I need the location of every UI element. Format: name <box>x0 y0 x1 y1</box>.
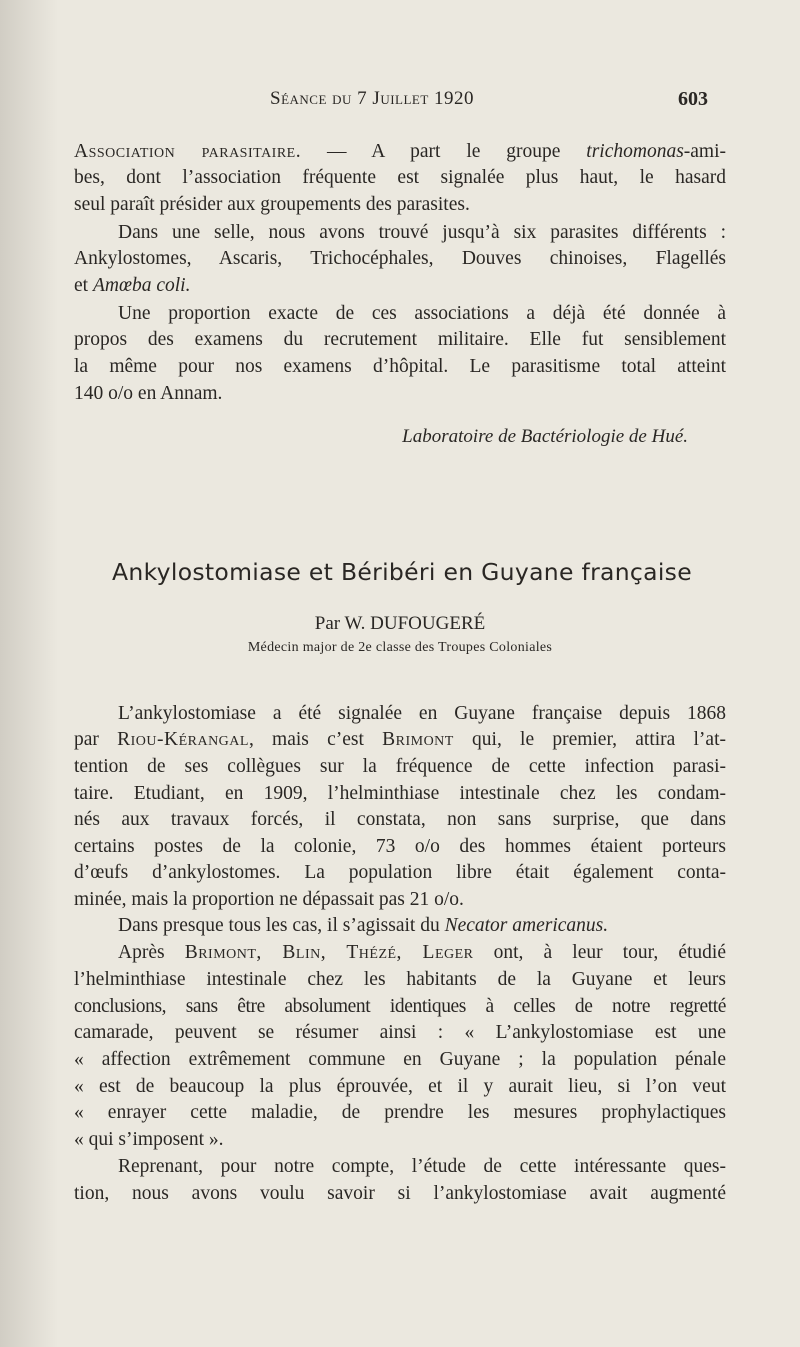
paragraph-line: bes, dont l’association fréquente est signalée plus haut, le hasard <box>74 167 726 188</box>
article-title: Ankylostomiase et Béribéri en Guyane française <box>112 558 692 586</box>
paragraph-line: par Riou-Kérangal, mais c’est Brimont qui, le premier, attira l’at- <box>74 729 726 750</box>
paragraph-line: nés aux travaux forcés, il constata, non sans surprise, que dans <box>74 809 726 830</box>
paragraph-line: « est de beaucoup la plus éprouvée, et il y aurait lieu, si l’on veut <box>74 1076 726 1097</box>
paragraph-line: Dans une selle, nous avons trouvé jusqu’à six parasites différents : <box>118 222 726 243</box>
paragraph-line: conclusions, sans être absolument identiques à celles de notre regretté <box>74 996 726 1017</box>
paragraph-line: taire. Etudiant, en 1909, l’helminthiase intestinale chez les condam- <box>74 783 726 804</box>
paragraph-line: L’ankylostomiase a été signalée en Guyane française depuis 1868 <box>118 703 726 724</box>
paragraph-line: l’helminthiase intestinale chez les habitants de la Guyane et leurs <box>74 969 726 990</box>
author-affiliation: Médecin major de 2e classe des Troupes Coloniales <box>247 640 553 655</box>
page-edge-shadow <box>0 0 58 1347</box>
paragraph-line: propos des examens du recrutement militaire. Elle fut sensiblement <box>74 329 726 350</box>
article-byline: Par W. DUFOUGERÉ <box>314 613 486 634</box>
paragraph-line: Ankylostomes, Ascaris, Trichocéphales, Douves chinoises, Flagellés <box>74 248 726 269</box>
paragraph-line: Une proportion exacte de ces associations a déjà été donnée à <box>118 303 726 324</box>
paragraph-line: et Amœba coli. <box>74 275 191 296</box>
paragraph-line: 140 o/o en Annam. <box>74 383 223 404</box>
paragraph-line: Dans presque tous les cas, il s’agissait du Necator americanus. <box>118 915 609 936</box>
paragraph-line: Association parasitaire. — A part le groupe trichomonas-ami- <box>74 141 727 162</box>
paragraph-line: « enrayer cette maladie, de prendre les mesures prophylactiques <box>74 1102 726 1123</box>
paragraph-line: la même pour nos examens d’hôpital. Le parasitisme total atteint <box>74 356 726 377</box>
paragraph-line: d’œufs d’ankylostomes. La population libre était également conta- <box>74 862 726 883</box>
paragraph-line: tion, nous avons voulu savoir si l’ankylostomiase avait augmenté <box>74 1183 726 1204</box>
paragraph-line: « affection extrêmement commune en Guyane ; la population pénale <box>74 1049 726 1070</box>
paragraph-line: certains postes de la colonie, 73 o/o des hommes étaient porteurs <box>74 836 726 857</box>
paragraph-line: tention de ses collègues sur la fréquence de cette infection parasi- <box>74 756 726 777</box>
paragraph-line: « qui s’imposent ». <box>74 1129 224 1150</box>
page-number: 603 <box>678 88 708 110</box>
paragraph-line: Reprenant, pour notre compte, l’étude de cette intéressante ques- <box>118 1156 726 1177</box>
paragraph-line: minée, mais la proportion ne dépassait pas 21 o/o. <box>74 889 464 910</box>
paragraph-line: seul paraît présider aux groupements des parasites. <box>74 194 470 215</box>
paragraph-line: Après Brimont, Blin, Thézé, Leger ont, à leur tour, étudié <box>118 942 726 963</box>
paragraph-line: camarade, peuvent se résumer ainsi : « L’ankylostomiase est une <box>74 1022 726 1043</box>
section-heading: Association parasitaire. <box>74 141 302 162</box>
lab-signature: Laboratoire de Bactériologie de Hué. <box>402 426 688 447</box>
running-header: Séance du 7 Juillet 1920 <box>270 88 475 109</box>
